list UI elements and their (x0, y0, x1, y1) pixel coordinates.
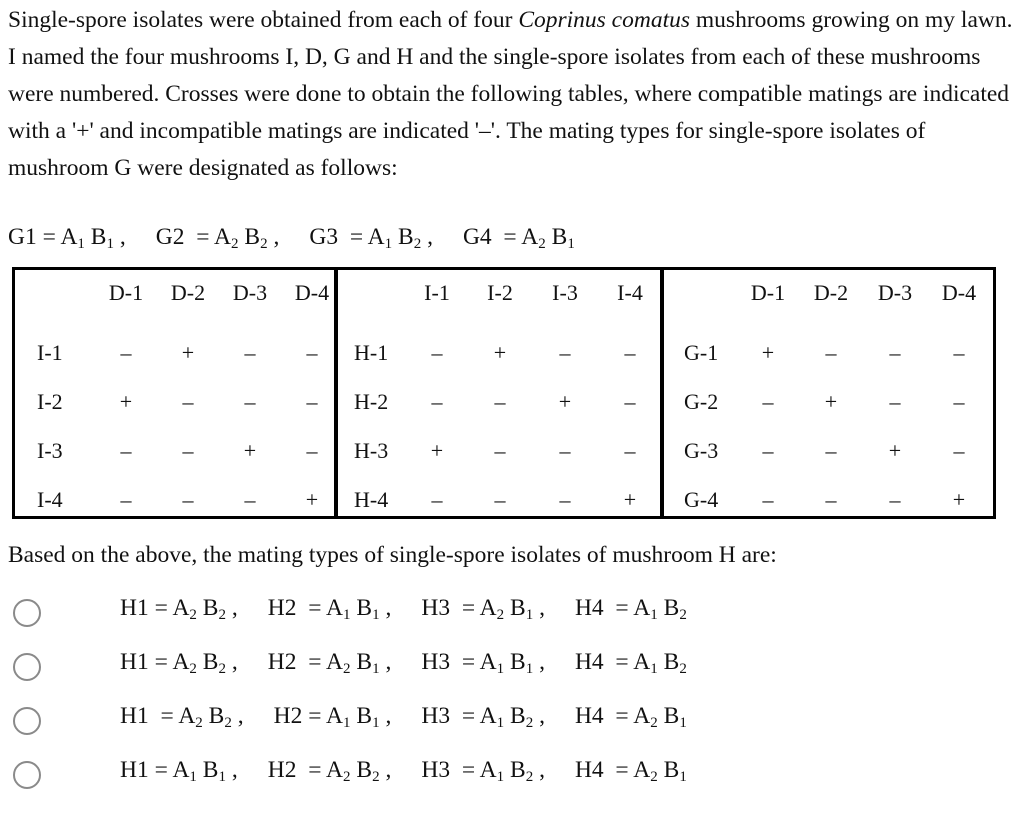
allele-a-subscript: 2 (343, 661, 351, 677)
allele-b-subscript: 1 (679, 769, 687, 785)
table-row (15, 340, 334, 380)
incompatible-mark: – (825, 487, 837, 512)
incompatible-mark: – (559, 340, 571, 365)
allele-b-subscript: 1 (106, 236, 114, 252)
incompatible-mark: – (889, 340, 901, 365)
incompatible-mark: – (306, 438, 318, 463)
column-header-i-2: I-2 (487, 280, 513, 305)
column-header-d-3: D-3 (232, 280, 268, 305)
allele-b: B (663, 595, 680, 621)
allele-a-subscript: 2 (231, 236, 239, 252)
allele-a: A (172, 595, 190, 621)
row-header-h-1: H-1 (354, 340, 389, 365)
species-name: Coprinus comatus (518, 7, 691, 33)
separator-comma: , (379, 703, 392, 729)
allele-b: B (356, 595, 373, 621)
answer-option[interactable] (0, 757, 1024, 801)
isolate-name: H4 = (574, 595, 634, 621)
isolate-name: G3 = (309, 224, 368, 250)
table-i-by-d (12, 267, 337, 519)
allele-b-subscript: 2 (525, 715, 534, 731)
mating-type (421, 757, 545, 786)
allele-a: A (60, 224, 78, 250)
mating-type (575, 757, 687, 786)
mating-type (421, 703, 545, 732)
allele-a: A (326, 595, 344, 621)
allele-b: B (202, 595, 219, 621)
incompatible-mark: – (494, 487, 506, 512)
mating-type (575, 595, 687, 624)
separator-comma: , (379, 757, 392, 783)
compatible-mark: + (305, 487, 319, 512)
separator-comma: , (421, 224, 433, 250)
incompatible-mark: – (120, 487, 132, 512)
radio-button[interactable] (13, 599, 41, 627)
compatible-mark: + (761, 340, 775, 365)
incompatible-mark: – (494, 438, 506, 463)
separator-comma: , (533, 703, 545, 729)
compatible-mark: + (558, 389, 572, 414)
allele-a: A (367, 224, 385, 250)
allele-b: B (398, 224, 414, 250)
mating-type (120, 757, 238, 786)
allele-a: A (479, 757, 497, 783)
isolate-name: H2 = (267, 595, 327, 621)
row-header-i-2: I-2 (37, 389, 63, 414)
isolate-name: H3 = (421, 703, 480, 729)
allele-b: B (244, 224, 261, 250)
incompatible-mark: – (120, 340, 132, 365)
table-row (15, 487, 334, 527)
incompatible-mark: – (244, 389, 256, 414)
intro-text-1: Single-spore isolates were obtained from each of four (8, 7, 519, 33)
compatible-mark: + (623, 487, 637, 512)
table-row (15, 438, 334, 478)
allele-a-subscript: 2 (343, 769, 351, 785)
table-g-by-d (661, 267, 996, 519)
allele-a: A (633, 649, 651, 675)
allele-b: B (356, 649, 373, 675)
incompatible-mark: – (825, 340, 837, 365)
intro-paragraph (8, 2, 1018, 187)
isolate-name: H1 = (120, 757, 173, 783)
allele-a-subscript: 1 (384, 236, 393, 252)
separator-comma: , (231, 703, 244, 729)
incompatible-mark: – (494, 389, 506, 414)
isolate-name: H3 = (421, 649, 480, 675)
allele-b: B (208, 703, 225, 729)
incompatible-mark: – (306, 389, 318, 414)
incompatible-mark: – (431, 389, 443, 414)
separator-comma: , (225, 757, 238, 783)
allele-a: A (633, 595, 651, 621)
separator-comma: , (533, 757, 545, 783)
mating-type (120, 649, 238, 678)
allele-b: B (663, 649, 680, 675)
compatible-mark: + (493, 340, 507, 365)
allele-b: B (510, 703, 526, 729)
compatible-mark: + (952, 487, 966, 512)
incompatible-mark: – (431, 487, 443, 512)
separator-comma: , (533, 595, 545, 621)
mating-type (120, 595, 238, 624)
column-header-d-2: D-2 (170, 280, 206, 305)
column-header-d-1: D-1 (108, 280, 144, 305)
compatible-mark: + (243, 438, 257, 463)
row-header-g-1: G-1 (684, 340, 719, 365)
allele-b-subscript: 2 (260, 236, 268, 252)
table-row (338, 340, 660, 380)
column-header-i-4: I-4 (617, 280, 643, 305)
allele-a: A (479, 703, 497, 729)
mating-type (309, 224, 433, 253)
separator-comma: , (225, 595, 238, 621)
allele-a-subscript: 2 (189, 661, 197, 677)
separator-comma: , (267, 224, 280, 250)
allele-a: A (326, 649, 344, 675)
table-row (338, 487, 660, 527)
table-row (338, 389, 660, 429)
table-h-by-i (335, 267, 663, 519)
separator-comma: , (379, 649, 392, 675)
allele-b-subscript: 2 (218, 661, 226, 677)
answer-option[interactable] (0, 595, 1024, 639)
row-header-g-3: G-3 (684, 438, 719, 463)
allele-b-subscript: 2 (372, 769, 380, 785)
allele-a: A (479, 595, 497, 621)
mating-type (575, 649, 687, 678)
radio-button[interactable] (13, 707, 41, 735)
allele-a-subscript: 1 (650, 661, 658, 677)
allele-b-subscript: 1 (525, 607, 534, 623)
column-header-d-3: D-3 (877, 280, 913, 305)
isolate-name: G1 = (8, 224, 61, 250)
allele-a-subscript: 1 (343, 715, 351, 731)
incompatible-mark: – (825, 438, 837, 463)
isolate-name: H4 = (574, 649, 634, 675)
allele-a-subscript: 1 (496, 715, 505, 731)
allele-a: A (214, 224, 232, 250)
isolate-name: H2 = (273, 703, 327, 729)
allele-b: B (202, 649, 219, 675)
allele-b: B (510, 649, 526, 675)
row-header-g-2: G-2 (684, 389, 719, 414)
incompatible-mark: – (624, 438, 636, 463)
allele-b-subscript: 1 (372, 661, 380, 677)
incompatible-mark: – (762, 389, 774, 414)
allele-b-subscript: 1 (525, 661, 534, 677)
allele-b-subscript: 1 (567, 236, 575, 252)
allele-b: B (663, 703, 680, 729)
incompatible-mark: – (953, 438, 965, 463)
table-row (338, 438, 660, 478)
row-header-i-1: I-1 (37, 340, 63, 365)
allele-a: A (633, 703, 651, 729)
incompatible-mark: – (559, 487, 571, 512)
allele-a-subscript: 2 (650, 715, 658, 731)
incompatible-mark: – (762, 487, 774, 512)
row-header-h-2: H-2 (354, 389, 389, 414)
mating-type (8, 224, 126, 253)
column-header-d-4: D-4 (294, 280, 330, 305)
radio-button[interactable] (13, 653, 41, 681)
compatible-mark: + (181, 340, 195, 365)
allele-a: A (326, 757, 344, 783)
allele-a: A (172, 649, 190, 675)
row-header-i-4: I-4 (37, 487, 63, 512)
allele-b-subscript: 2 (525, 769, 534, 785)
allele-b-subscript: 2 (679, 661, 687, 677)
table-row (664, 389, 993, 429)
allele-a-subscript: 2 (195, 715, 203, 731)
incompatible-mark: – (431, 340, 443, 365)
mating-type (421, 649, 545, 678)
allele-b-subscript: 2 (413, 236, 422, 252)
allele-a-subscript: 2 (496, 607, 505, 623)
isolate-name: H4 = (574, 757, 634, 783)
isolate-name: H3 = (421, 757, 480, 783)
mating-type (575, 703, 687, 732)
mating-type (268, 649, 392, 678)
compatible-mark: + (119, 389, 133, 414)
compatible-mark: + (824, 389, 838, 414)
mating-type (156, 224, 280, 253)
isolate-name: G2 = (155, 224, 215, 250)
allele-a: A (326, 703, 344, 729)
mating-type (421, 595, 545, 624)
allele-a-subscript: 1 (189, 769, 197, 785)
allele-a-subscript: 1 (496, 769, 505, 785)
row-header-h-3: H-3 (354, 438, 389, 463)
intro-text-2: mushrooms growing on my lawn. I named the four mushrooms I, D, G and H and the single-spore isolates from each of these mushrooms were numbered. Crosses were done to obtain the following tables, where compatible matings are indicated with a '+' and incompatible matings are indicated '–'. The mating types for single-spore isolates of mushroom G were designated as follows: (8, 7, 1013, 181)
row-header-h-4: H-4 (354, 487, 389, 512)
incompatible-mark: – (624, 389, 636, 414)
separator-comma: , (225, 649, 238, 675)
separator-comma: , (113, 224, 126, 250)
compatible-mark: + (430, 438, 444, 463)
isolate-name: H1 = (120, 649, 173, 675)
allele-b: B (356, 703, 373, 729)
allele-b: B (510, 757, 526, 783)
table-row (664, 438, 993, 478)
incompatible-mark: – (306, 340, 318, 365)
incompatible-mark: – (762, 438, 774, 463)
incompatible-mark: – (244, 340, 256, 365)
incompatible-mark: – (953, 340, 965, 365)
table-row (664, 340, 993, 380)
isolate-name: H2 = (267, 757, 327, 783)
incompatible-mark: – (244, 487, 256, 512)
allele-a: A (521, 224, 539, 250)
mating-type (274, 703, 392, 732)
option-text (120, 703, 687, 732)
isolate-name: H1 = (120, 703, 179, 729)
row-header-i-3: I-3 (37, 438, 63, 463)
column-header-d-1: D-1 (750, 280, 786, 305)
isolate-name: H2 = (267, 649, 327, 675)
table-row (664, 487, 993, 527)
incompatible-mark: – (889, 487, 901, 512)
row-header-g-4: G-4 (684, 487, 719, 512)
column-header-d-4: D-4 (941, 280, 977, 305)
separator-comma: , (533, 649, 545, 675)
incompatible-mark: – (182, 389, 194, 414)
mating-type (463, 224, 575, 253)
radio-button[interactable] (13, 761, 41, 789)
allele-b: B (551, 224, 568, 250)
column-header-i-1: I-1 (424, 280, 450, 305)
allele-b-subscript: 1 (372, 715, 380, 731)
allele-b-subscript: 2 (218, 607, 226, 623)
g-designations (8, 224, 575, 253)
answer-option[interactable] (0, 703, 1024, 747)
allele-a: A (633, 757, 651, 783)
table-row (15, 389, 334, 429)
allele-b: B (510, 595, 526, 621)
allele-a-subscript: 1 (496, 661, 505, 677)
allele-a: A (178, 703, 196, 729)
isolate-name: H3 = (421, 595, 480, 621)
incompatible-mark: – (182, 487, 194, 512)
allele-a-subscript: 1 (77, 236, 85, 252)
allele-a-subscript: 1 (650, 607, 658, 623)
column-header-d-2: D-2 (813, 280, 849, 305)
allele-b: B (202, 757, 219, 783)
incompatible-mark: – (559, 438, 571, 463)
incompatible-mark: – (624, 340, 636, 365)
allele-b-subscript: 2 (224, 715, 232, 731)
allele-a-subscript: 1 (343, 607, 351, 623)
allele-b: B (663, 757, 680, 783)
allele-a-subscript: 2 (189, 607, 197, 623)
mating-type (120, 703, 244, 732)
incompatible-mark: – (889, 389, 901, 414)
incompatible-mark: – (953, 389, 965, 414)
mating-type (268, 595, 392, 624)
compatible-mark: + (888, 438, 902, 463)
allele-a: A (479, 649, 497, 675)
isolate-name: H1 = (120, 595, 173, 621)
incompatible-mark: – (120, 438, 132, 463)
isolate-name: H4 = (574, 703, 634, 729)
allele-a: A (172, 757, 190, 783)
option-text (120, 595, 687, 624)
allele-b: B (90, 224, 107, 250)
isolate-name: G4 = (462, 224, 522, 250)
mating-type (268, 757, 392, 786)
allele-a-subscript: 2 (650, 769, 658, 785)
question-text: Based on the above, the mating types of single-spore isolates of mushroom H are: (8, 542, 777, 568)
allele-b-subscript: 1 (679, 715, 687, 731)
option-text (120, 757, 687, 786)
separator-comma: , (379, 595, 392, 621)
allele-b: B (356, 757, 373, 783)
allele-b-subscript: 1 (372, 607, 380, 623)
allele-b-subscript: 1 (218, 769, 226, 785)
answer-option[interactable] (0, 649, 1024, 693)
column-header-i-3: I-3 (552, 280, 578, 305)
option-text (120, 649, 687, 678)
allele-b-subscript: 2 (679, 607, 687, 623)
allele-a-subscript: 2 (538, 236, 546, 252)
incompatible-mark: – (182, 438, 194, 463)
